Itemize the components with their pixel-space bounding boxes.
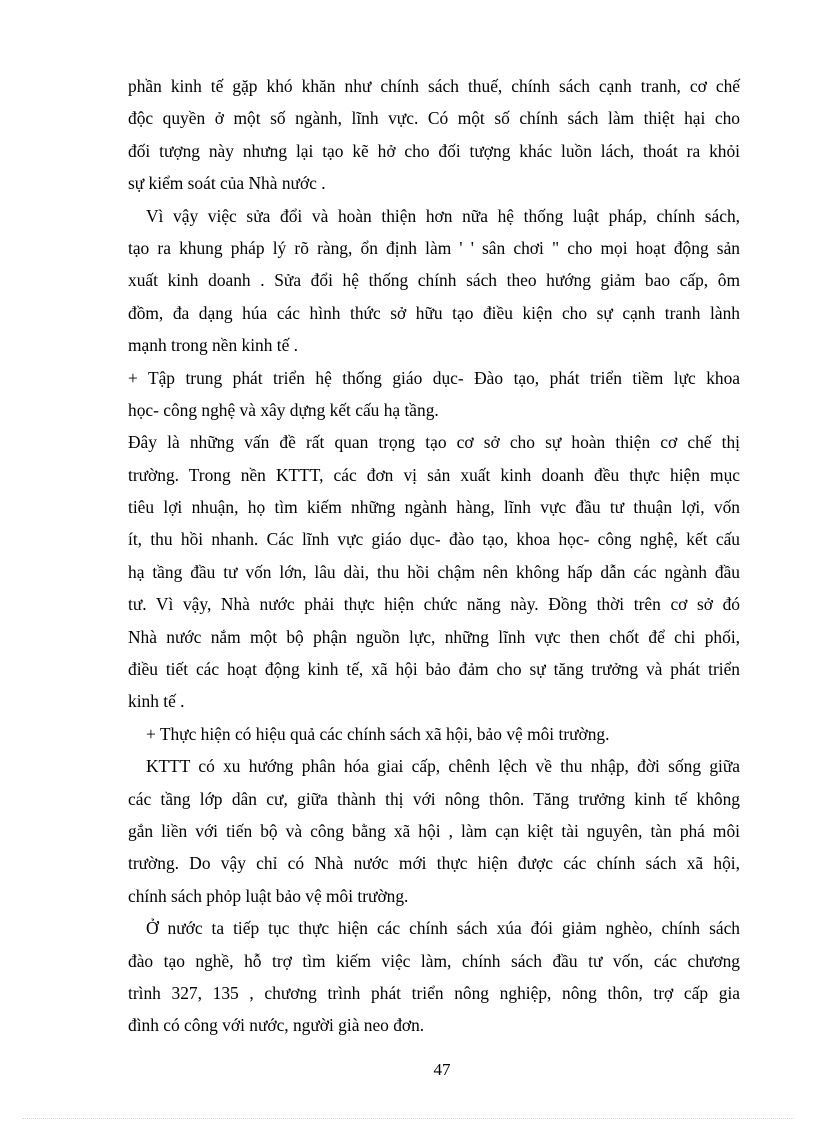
- text-line: sự kiểm soát của Nhà nước .: [128, 173, 326, 194]
- text-line: gắn liền với tiến bộ và công bằng xã hội , làm cạn kiệt tài nguyên, tàn phá môi: [128, 820, 740, 841]
- text-line: trường. Do vậy chỉ có Nhà nước mới thực hiện được các chính sách xã hội,: [128, 853, 740, 874]
- paragraph: [128, 200, 740, 362]
- text-line: Vì vậy việc sửa đổi và hoàn thiện hơn nữa hệ thống luật pháp, chính sách,: [146, 205, 740, 226]
- paragraph: [128, 750, 740, 912]
- text-line: điều tiết các hoạt động kinh tế, xã hội bảo đảm cho sự tăng trưởng và phát triển: [128, 659, 740, 680]
- document-body: [128, 70, 740, 1042]
- paragraph: [128, 718, 740, 750]
- text-line: Nhà nước nắm một bộ phận nguồn lực, những lĩnh vực then chốt để chi phối,: [128, 626, 740, 647]
- text-line: mạnh trong nền kinh tế .: [128, 335, 299, 356]
- text-line: tạo ra khung pháp lý rõ ràng, ổn định làm ' ' sân chơi " cho mọi hoạt động sản: [128, 237, 740, 258]
- text-line: tiêu lợi nhuận, họ tìm kiếm những ngành hàng, lĩnh vực đầu tư thuận lợi, vốn: [128, 497, 740, 518]
- text-line: + Tập trung phát triển hệ thống giáo dục- Đào tạo, phát triển tiềm lực khoa: [128, 367, 740, 388]
- text-line: kinh tế .: [128, 691, 185, 712]
- text-line: Đây là những vấn đề rất quan trọng tạo cơ sở cho sự hoàn thiện cơ chế thị: [128, 432, 740, 453]
- page-bottom-divider: [22, 1118, 794, 1119]
- text-line: hạ tầng đầu tư vốn lớn, lâu dài, thu hồi chậm nên không hấp dẫn các ngành đầu: [128, 561, 740, 582]
- text-line: đào tạo nghề, hỗ trợ tìm kiếm việc làm, chính sách đầu tư vốn, các chương: [128, 950, 740, 971]
- text-line: trường. Trong nền KTTT, các đơn vị sản xuất kinh doanh đều thực hiện mục: [128, 464, 740, 485]
- page-number: 47: [433, 1060, 451, 1079]
- text-line: KTTT có xu hướng phân hóa giai cấp, chênh lệch về thu nhập, đời sống giữa: [146, 756, 740, 777]
- text-line: đình có công với nước, người già neo đơn.: [128, 1015, 425, 1036]
- text-line: Ở nước ta tiếp tục thực hiện các chính sách xúa đói giảm nghèo, chính sách: [146, 918, 740, 939]
- text-line: tư. Vì vậy, Nhà nước phải thực hiện chức năng này. Đồng thời trên cơ sở đó: [128, 594, 740, 615]
- paragraph: [128, 912, 740, 1042]
- text-line: đối tượng này nhưng lại tạo kẽ hở cho đối tượng khác luồn lách, thoát ra khỏi: [128, 140, 740, 161]
- paragraph: [128, 426, 740, 718]
- text-line: chính sách phỏp luật bảo vệ môi trường.: [128, 885, 409, 906]
- text-line: đồm, đa dạng húa các hình thức sở hữu tạo điều kiện cho sự cạnh tranh lành: [128, 302, 740, 323]
- text-line: phần kinh tế gặp khó khăn như chính sách thuế, chính sách cạnh tranh, cơ chế: [128, 76, 740, 96]
- text-line: + Thực hiện có hiệu quả các chính sách xã hội, bảo vệ môi trường.: [146, 723, 610, 744]
- text-line: độc quyền ở một số ngành, lĩnh vực. Có một số chính sách làm thiệt hại cho: [128, 108, 740, 129]
- text-line: học- công nghệ và xây dựng kết cấu hạ tầng.: [128, 399, 439, 420]
- paragraph: [128, 70, 740, 200]
- text-line: ít, thu hồi nhanh. Các lĩnh vực giáo dục- đào tạo, khoa học- công nghệ, kết cấu: [128, 529, 740, 550]
- text-line: xuất kinh doanh . Sửa đổi hệ thống chính sách theo hướng giảm bao cấp, ôm: [128, 270, 740, 291]
- text-line: trình 327, 135 , chương trình phát triển nông nghiệp, nông thôn, trợ cấp gia: [128, 982, 740, 1003]
- text-line: các tầng lớp dân cư, giữa thành thị với nông thôn. Tăng trưởng kinh tế không: [128, 788, 740, 809]
- paragraph: [128, 362, 740, 427]
